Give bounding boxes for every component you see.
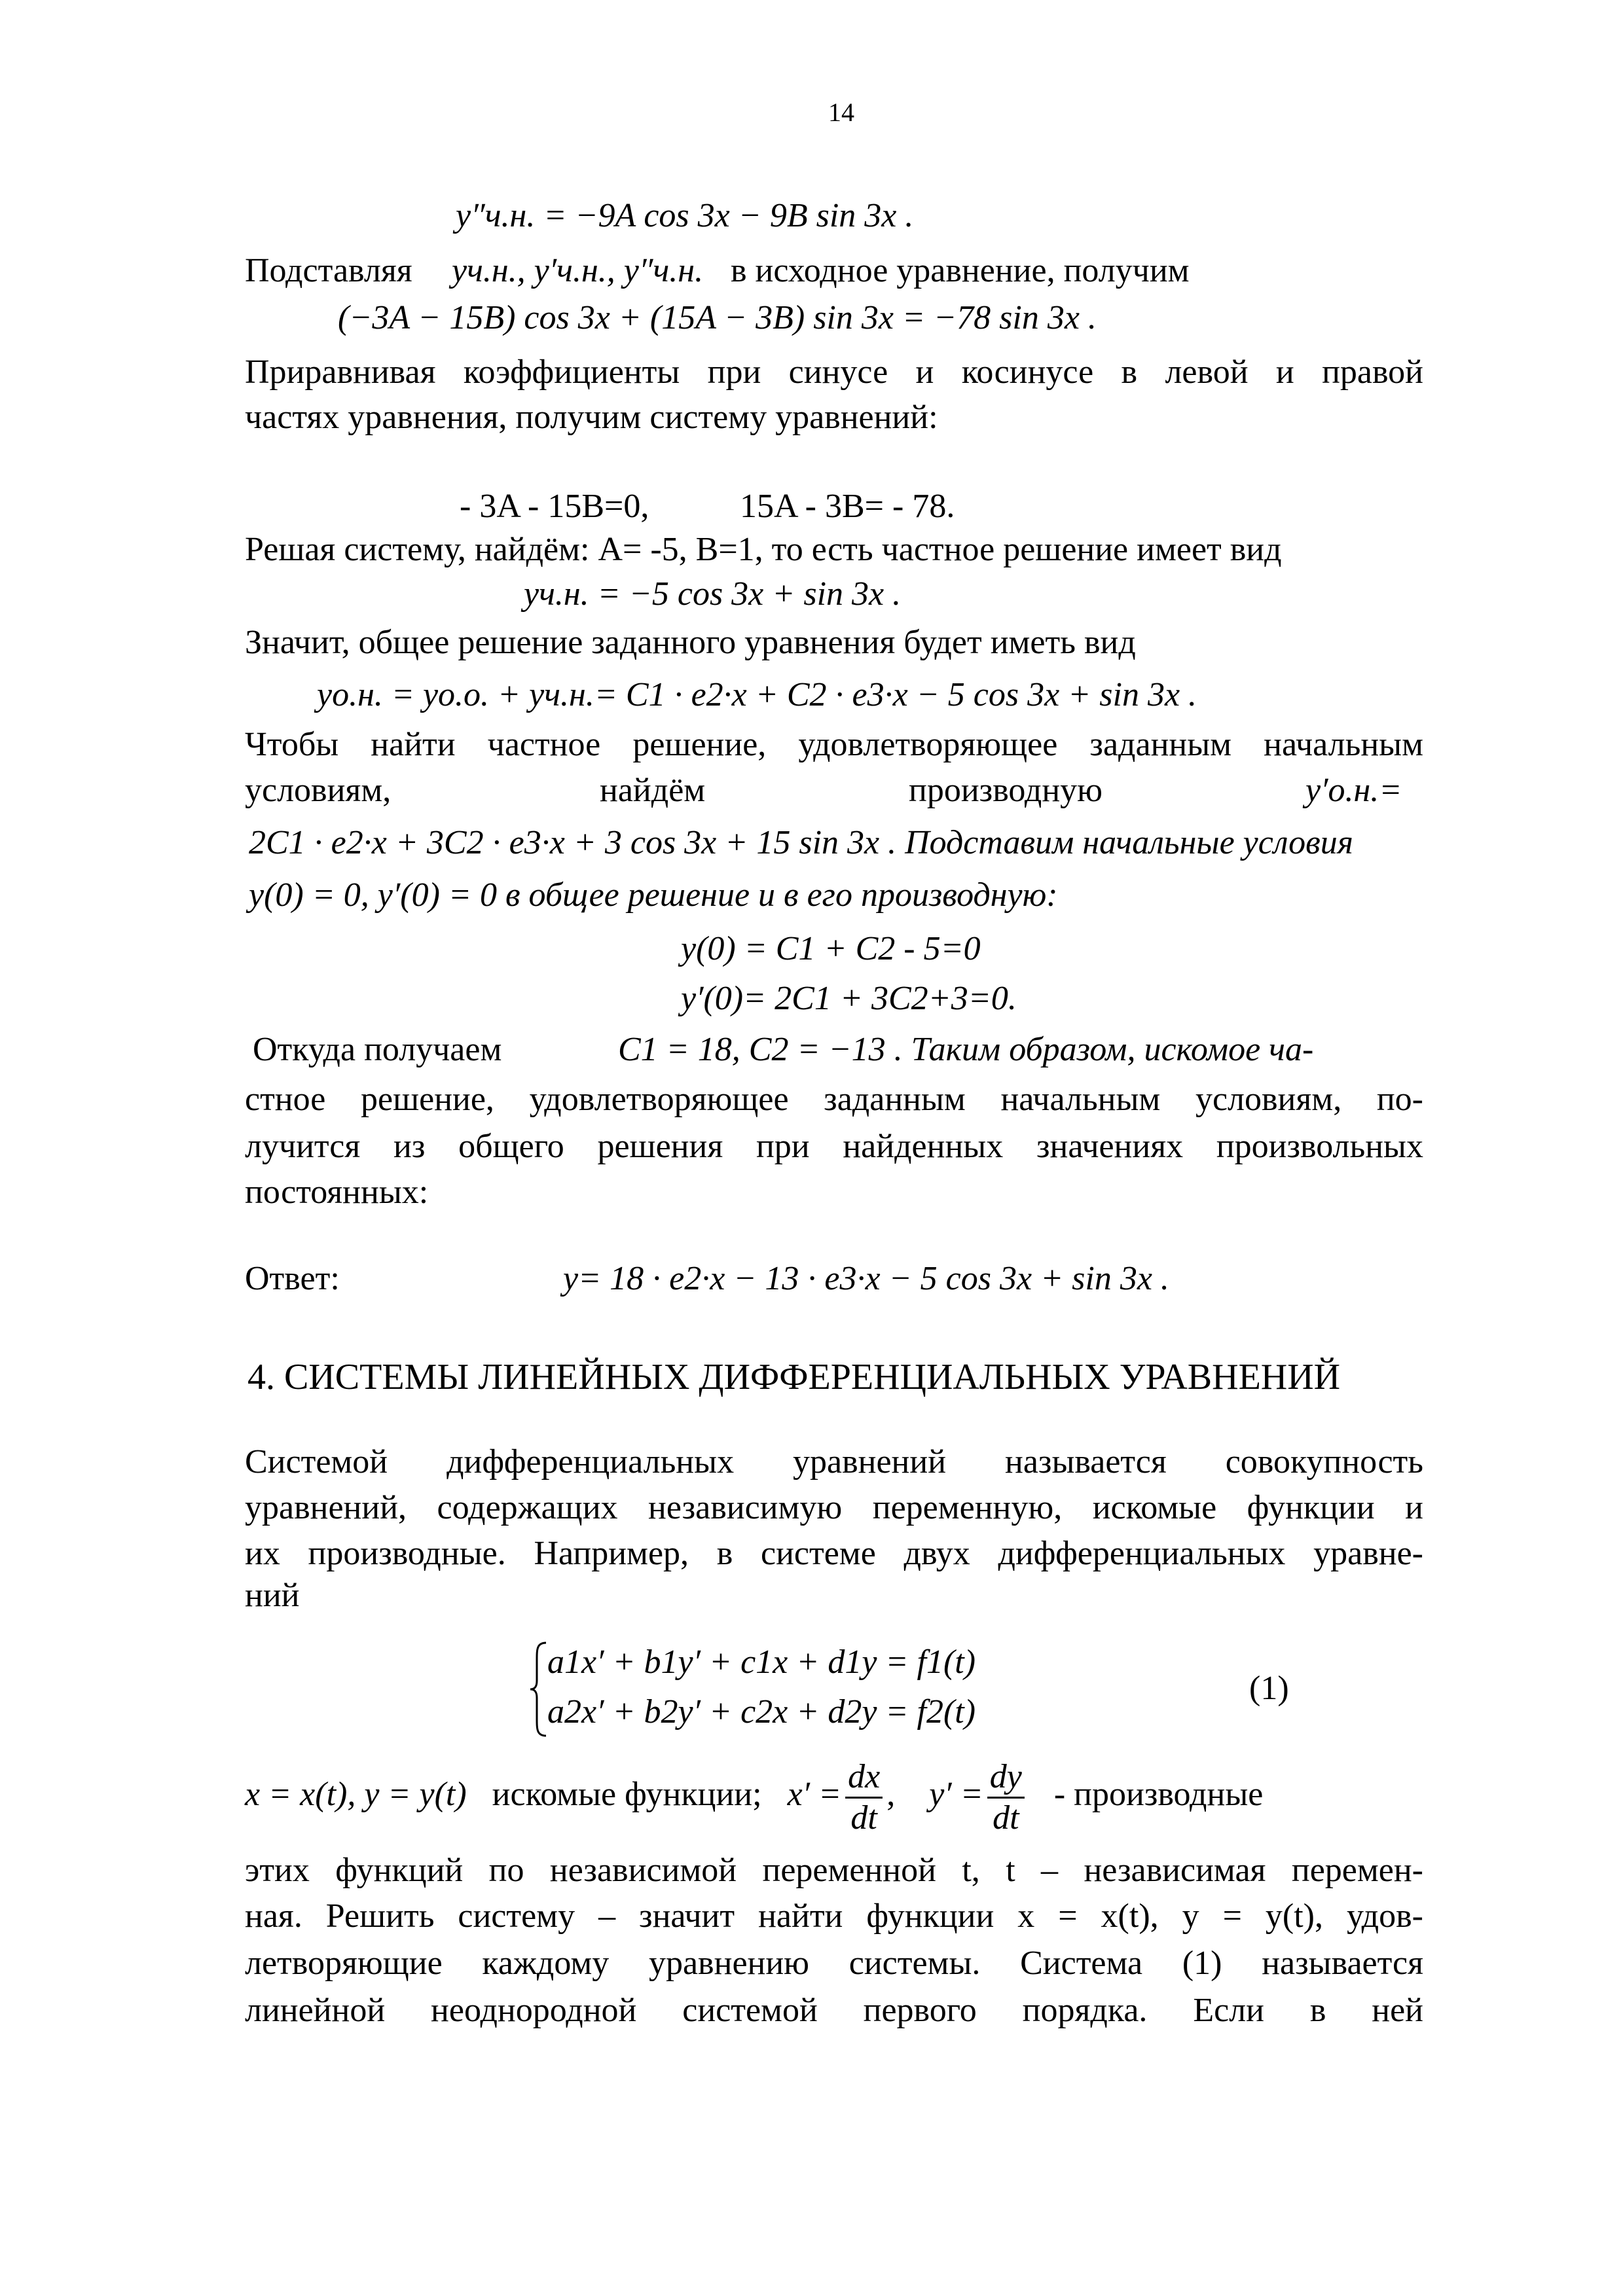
fraction-dy: dy: [987, 1757, 1025, 1799]
text-equating-coefficients: Приравнивая коэффициенты при синусе и косинусе в левой и правой: [245, 353, 1423, 391]
text-derivative: производную: [909, 772, 1103, 809]
text-these-functions: этих функций по независимой переменной t, t – независимая перемен-: [245, 1852, 1423, 1889]
formula-substitutes: yч.н., y′ч.н., y″ч.н.: [452, 252, 704, 289]
system-equation-2: a2x′ + b2y′ + c2x + d2y = f2(t): [547, 1693, 976, 1731]
text-solving-system: Решая систему, найдём: A= -5, B=1, то есть частное решение имеет вид: [245, 531, 1282, 568]
answer-label: Ответ:: [245, 1260, 340, 1297]
text-conditions: условиям,: [245, 772, 392, 809]
text-definition-line1: Системой дифференциальных уравнений называется совокупность: [245, 1443, 1423, 1480]
line-unknown-functions: x = x(t), y = y(t) искомые функции; x′ = $\frac{dx}{dt}$ , y′ = $\frac{dy}{dt}$ - производные: [245, 1757, 1264, 1837]
equation-system-second: 15A - 3B= - 78.: [740, 488, 955, 525]
formula-initial-conditions: y(0) = 0, y′(0) = 0 в общее решение и в его производную:: [249, 876, 1058, 914]
fraction-dy-dt: [987, 1757, 1025, 1838]
formula-condition-2: y′(0)= 2C1 + 3C2+3=0.: [681, 980, 1017, 1017]
text-system-of-equations: частях уравнения, получим систему уравнений:: [245, 399, 938, 436]
fraction-dx-dt: [845, 1757, 883, 1838]
text-definition-line4: ний: [245, 1577, 300, 1614]
page-number: 14: [828, 98, 854, 127]
formula-functions: x = x(t), y = y(t): [245, 1776, 467, 1813]
fraction-dx: dx: [845, 1757, 883, 1799]
formula-particular-solution: yч.н. = −5 cos 3x + sin 3x .: [524, 575, 902, 613]
formula-condition-1: y(0) = C1 + C2 - 5=0: [681, 930, 981, 967]
text-whence: Откуда получаем: [253, 1031, 502, 1068]
text-particular-solution-line3: лучится из общего решения при найденных значениях произвольных: [245, 1128, 1423, 1165]
text-to-find-particular: Чтобы найти частное решение, удовлетворяющее заданным начальным: [245, 726, 1423, 763]
text-satisfying: летворяющие каждому уравнению системы. Система (1) называется: [245, 1945, 1423, 1982]
equation-number: (1): [1249, 1670, 1289, 1707]
equation-system-first: - 3A - 15B=0,: [460, 488, 649, 525]
text-derivatives: - производные: [1053, 1776, 1264, 1813]
formula-general-solution: yо.н. = yо.о. + yч.н.= C1 · e2·x + C2 · e3·x − 5 cos 3x + sin 3x .: [317, 676, 1197, 713]
text-solve-system: ная. Решить систему – значит найти функции x = x(t), y = y(t), удов-: [245, 1897, 1423, 1935]
formula-derivative-lhs: y′о.н.=: [1305, 772, 1402, 809]
text-constants: постоянных:: [245, 1174, 429, 1211]
fraction-dt-2: dt: [993, 1799, 1019, 1837]
formula-combined: (−3A − 15B) cos 3x + (15A − 3B) sin 3x = −78 sin 3x .: [338, 299, 1097, 336]
formula-derivative-rhs: 2C1 · e2·x + 3C2 · e3·x + 3 cos 3x + 15 sin 3x . Подставим начальные условия: [249, 824, 1353, 861]
formula-constants: C1 = 18, C2 = −13 . Таким образом, искомое ча-: [618, 1031, 1314, 1068]
answer-formula: y= 18 · e2·x − 13 · e3·x − 5 cos 3x + sin 3x .: [563, 1260, 1169, 1297]
section-heading: 4. СИСТЕМЫ ЛИНЕЙНЫХ ДИФФЕРЕНЦИАЛЬНЫХ УРАВНЕНИЙ: [247, 1357, 1341, 1397]
text-substituting: Подставляя: [245, 252, 412, 289]
fraction-dt: dt: [850, 1799, 877, 1837]
formula-second-derivative: y″ч.н. = −9A cos 3x − 9B sin 3x .: [456, 197, 914, 234]
text-unknown-functions: искомые функции;: [492, 1776, 762, 1813]
text-linear-nonhomogeneous: линейной неоднородной системой первого порядка. Если в ней: [245, 1992, 1423, 2029]
text-definition-line3: их производные. Например, в системе двух дифференциальных уравне-: [245, 1535, 1423, 1572]
text-general-solution: Значит, общее решение заданного уравнения будет иметь вид: [245, 624, 1136, 661]
text-find: найдём: [600, 772, 706, 809]
formula-y-derivative-lhs: y′ =: [929, 1776, 983, 1813]
text-particular-solution-line2: стное решение, удовлетворяющее заданным начальным условиям, по-: [245, 1081, 1423, 1118]
system-equation-1: a1x′ + b1y′ + c1x + d1y = f1(t): [547, 1643, 976, 1681]
formula-x-derivative-lhs: x′ =: [787, 1776, 842, 1813]
text-into-equation: в исходное уравнение, получим: [731, 252, 1190, 289]
text-definition-line2: уравнений, содержащих независимую переменную, искомые функции и: [245, 1489, 1423, 1526]
system-brace: [529, 1640, 547, 1738]
